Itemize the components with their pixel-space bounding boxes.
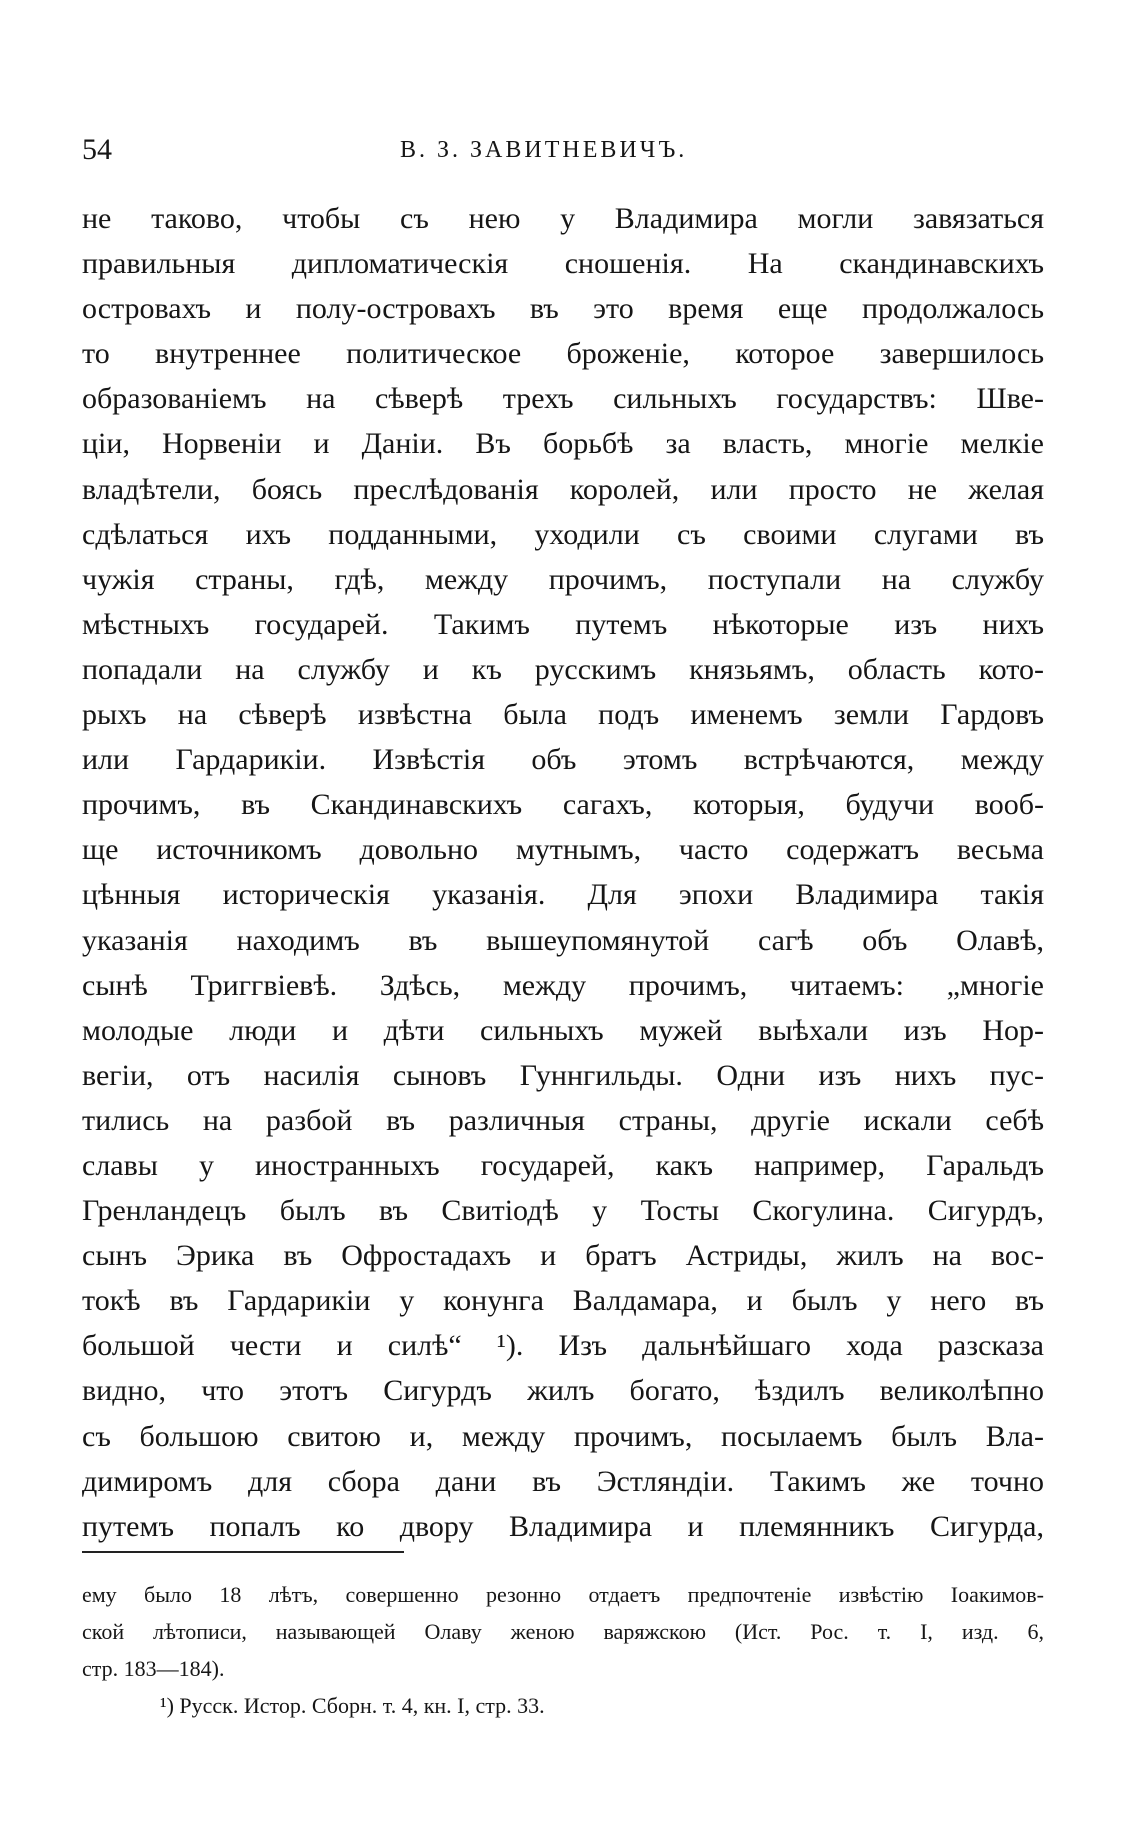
text-line: сынъ Эрика въ Офростадахъ и братъ Астриды, жилъ на вос- xyxy=(82,1239,1044,1273)
text-line: съ большою свитою и, между прочимъ, посылаемъ былъ Вла- xyxy=(82,1419,1044,1453)
footnotes xyxy=(82,1576,1044,1724)
footnote-line: ской лѣтописи, называющей Олаву женою варяжскою (Ист. Рос. т. I, изд. 6, xyxy=(82,1619,1044,1644)
text-line: мѣстныхъ государей. Такимъ путемъ нѣкоторые изъ нихъ xyxy=(82,607,1044,641)
footnote-line: ему было 18 лѣтъ, совершенно резонно отдаетъ предпочтеніе извѣстію Іоакимов- xyxy=(82,1582,1044,1607)
text-line: Гренландецъ былъ въ Свитіодѣ у Тосты Скогулина. Сигурдъ, xyxy=(82,1194,1044,1228)
text-line: путемъ попалъ ко двору Владимира и племянникъ Сигурда, xyxy=(82,1509,1044,1543)
body-text xyxy=(82,196,1044,1549)
text-line: чужія страны, гдѣ, между прочимъ, поступали на службу xyxy=(82,562,1044,596)
footnote-reference: ¹) Русск. Истор. Сборн. т. 4, кн. I, стр. 33. xyxy=(160,1693,545,1718)
text-line: сдѣлаться ихъ подданными, уходили съ своими слугами въ xyxy=(82,517,1044,551)
footnote-divider xyxy=(82,1551,404,1553)
text-line: островахъ и полу-островахъ въ это время еще продолжалось xyxy=(82,292,1044,326)
text-line: ще источникомъ довольно мутнымъ, часто содержатъ весьма xyxy=(82,833,1044,867)
text-line: ціи, Норвеніи и Даніи. Въ борьбѣ за власть, многіе мелкіе xyxy=(82,427,1044,461)
text-line: образованіемъ на сѣверѣ трехъ сильныхъ государствъ: Шве- xyxy=(82,382,1044,416)
text-line: димиромъ для сбора дани въ Эстляндіи. Такимъ же точно xyxy=(82,1464,1044,1498)
text-line: владѣтели, боясь преслѣдованія королей, или просто не желая xyxy=(82,472,1044,506)
text-line: попадали на службу и къ русскимъ князьямъ, область кото- xyxy=(82,652,1044,686)
footnote-line: стр. 183—184). xyxy=(82,1656,225,1681)
text-line: не таково, чтобы съ нею у Владимира могли завязаться xyxy=(82,202,1044,235)
text-line: или Гардарикіи. Извѣстія объ этомъ встрѣчаются, между xyxy=(82,743,1044,777)
text-line: большой чести и силѣ“ ¹). Изъ дальнѣйшаго хода разсказа xyxy=(82,1329,1044,1363)
text-line: рыхъ на сѣверѣ извѣстна была подъ именемъ земли Гардовъ xyxy=(82,698,1044,732)
text-line: славы у иностранныхъ государей, какъ например, Гаральдъ xyxy=(82,1148,1044,1182)
page-number: 54 xyxy=(82,133,112,166)
text-line: прочимъ, въ Скандинавскихъ сагахъ, которыя, будучи вооб- xyxy=(82,788,1044,822)
text-line: правильныя дипломатическія сношенія. На скандинавскихъ xyxy=(82,247,1044,281)
text-line: вегіи, отъ насилія сыновъ Гуннгильды. Одни изъ нихъ пус- xyxy=(82,1058,1044,1092)
text-line: тились на разбой въ различныя страны, другіе искали себѣ xyxy=(82,1103,1044,1137)
running-head xyxy=(82,128,1042,172)
text-line: видно, что этотъ Сигурдъ жилъ богато, ѣздилъ великолѣпно xyxy=(82,1374,1044,1408)
text-line: цѣнныя историческія указанія. Для эпохи Владимира такія xyxy=(82,878,1044,912)
text-line: сынѣ Триггвіевѣ. Здѣсь, между прочимъ, читаемъ: „многіе xyxy=(82,968,1044,1002)
text-line: молодые люди и дѣти сильныхъ мужей выѣхали изъ Нор- xyxy=(82,1013,1044,1047)
text-line: токѣ въ Гардарикіи у конунга Валдамара, и былъ у него въ xyxy=(82,1284,1044,1318)
text-line: указанія находимъ въ вышеупомянутой сагѣ объ Олавѣ, xyxy=(82,923,1044,957)
text-line: то внутреннее политическое броженіе, которое завершилось xyxy=(82,337,1044,371)
running-title: В. З. ЗАВИТНЕВИЧЪ. xyxy=(400,137,688,163)
